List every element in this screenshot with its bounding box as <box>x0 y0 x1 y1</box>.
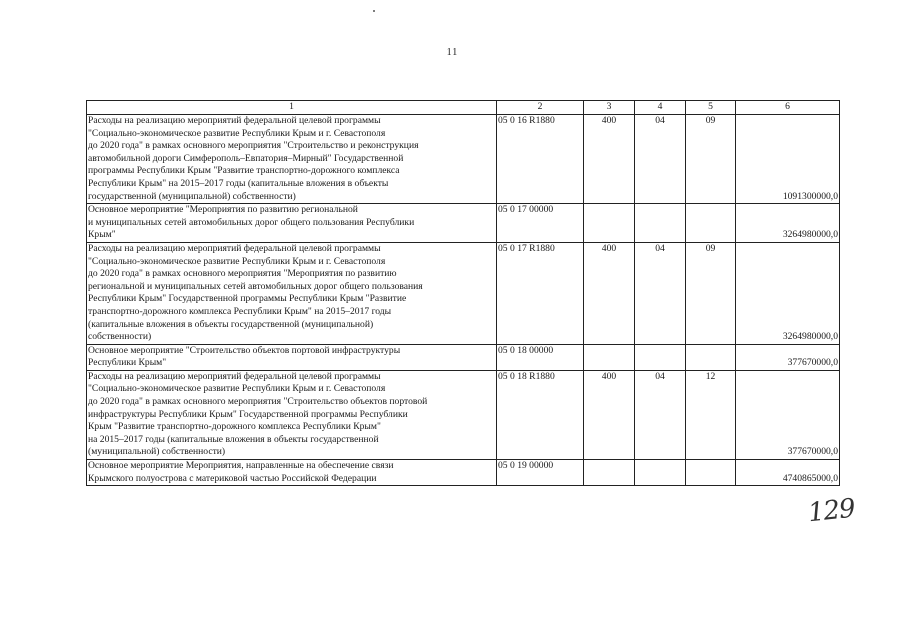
section-cell <box>635 204 686 243</box>
column-header: 6 <box>736 101 840 115</box>
subsection-cell: 12 <box>686 370 736 459</box>
target-article-code-cell: 05 0 18 00000 <box>497 344 584 370</box>
amount-cell: 3264980000,0 <box>736 242 840 344</box>
amount-cell: 377670000,0 <box>736 370 840 459</box>
table-row <box>87 344 840 370</box>
expense-type-cell <box>584 344 635 370</box>
subsection-cell <box>686 204 736 243</box>
target-article-code-cell: 05 0 19 00000 <box>497 460 584 486</box>
page-number: 11 <box>446 47 459 58</box>
budget-table <box>86 100 840 486</box>
expense-type-cell: 400 <box>584 370 635 459</box>
section-cell <box>635 460 686 486</box>
handwritten-page-mark: 129 <box>806 493 857 529</box>
table-row <box>87 370 840 459</box>
amount-cell: 4740865000,0 <box>736 460 840 486</box>
target-article-code-cell: 05 0 17 00000 <box>497 204 584 243</box>
amount-cell: 377670000,0 <box>736 344 840 370</box>
subsection-cell: 09 <box>686 115 736 204</box>
expense-name-cell: Расходы на реализацию мероприятий федеральной целевой программы "Социально-экономическое развитие Республики Крым и г. Севастополя до 2020 года" в рамках основного мероприятия "Строительство объектов портовой инфраструктуры Республики Крым" Государственной программы Республики Крым "Развитие транспортно-дорожного комплекса Республики Крым" на 2015–2017 годы (капитальные вложения в объекты государственной (муниципальной) собственности) <box>87 370 497 459</box>
column-header: 4 <box>635 101 686 115</box>
expense-type-cell <box>584 204 635 243</box>
subsection-cell <box>686 460 736 486</box>
table-header-row <box>87 101 840 115</box>
table-row <box>87 204 840 243</box>
expense-type-cell: 400 <box>584 242 635 344</box>
expense-name-cell: Расходы на реализацию мероприятий федеральной целевой программы "Социально-экономическое развитие Республики Крым и г. Севастополя до 2020 года" в рамках основного мероприятия "Строительство и реконструкция автомобильной дороги Симферополь–Евпатория–Мирный" Государственной программы Республики Крым "Развитие транспортно-дорожного комплекса Республики Крым" на 2015–2017 годы (капитальные вложения в объекты государственной (муниципальной) собственности) <box>87 115 497 204</box>
column-header: 2 <box>497 101 584 115</box>
expense-type-cell <box>584 460 635 486</box>
table-row <box>87 242 840 344</box>
column-header: 3 <box>584 101 635 115</box>
target-article-code-cell: 05 0 18 R1880 <box>497 370 584 459</box>
amount-cell: 1091300000,0 <box>736 115 840 204</box>
table-row <box>87 460 840 486</box>
target-article-code-cell: 05 0 16 R1880 <box>497 115 584 204</box>
subsection-cell: 09 <box>686 242 736 344</box>
target-article-code-cell: 05 0 17 R1880 <box>497 242 584 344</box>
column-header: 5 <box>686 101 736 115</box>
expense-name-cell: Основное мероприятие Мероприятия, направленные на обеспечение связи Крымского полуострова с материковой частью Российской Федерации <box>87 460 497 486</box>
scan-speck <box>373 10 375 12</box>
expense-name-cell: Основное мероприятие "Мероприятия по развитию региональной и муниципальных сетей автомобильных дорог общего пользования Республики Крым" <box>87 204 497 243</box>
expense-name-cell: Основное мероприятие "Строительство объектов портовой инфраструктуры Республики Крым" <box>87 344 497 370</box>
expense-name-cell: Расходы на реализацию мероприятий федеральной целевой программы "Социально-экономическое развитие Республики Крым и г. Севастополя до 2020 года" в рамках основного мероприятия "Мероприятия по развитию региональной и муниципальных сетей автомобильных дорог общего пользования Республики Крым" Государственной программы Республики Крым "Развитие транспортно-дорожного комплекса Республики Крым" на 2015–2017 годы (капитальные вложения в объекты государственной (муниципальной) собственности) <box>87 242 497 344</box>
section-cell: 04 <box>635 242 686 344</box>
table-row <box>87 115 840 204</box>
section-cell: 04 <box>635 370 686 459</box>
subsection-cell <box>686 344 736 370</box>
expense-type-cell: 400 <box>584 115 635 204</box>
amount-cell: 3264980000,0 <box>736 204 840 243</box>
section-cell: 04 <box>635 115 686 204</box>
column-header: 1 <box>87 101 497 115</box>
section-cell <box>635 344 686 370</box>
